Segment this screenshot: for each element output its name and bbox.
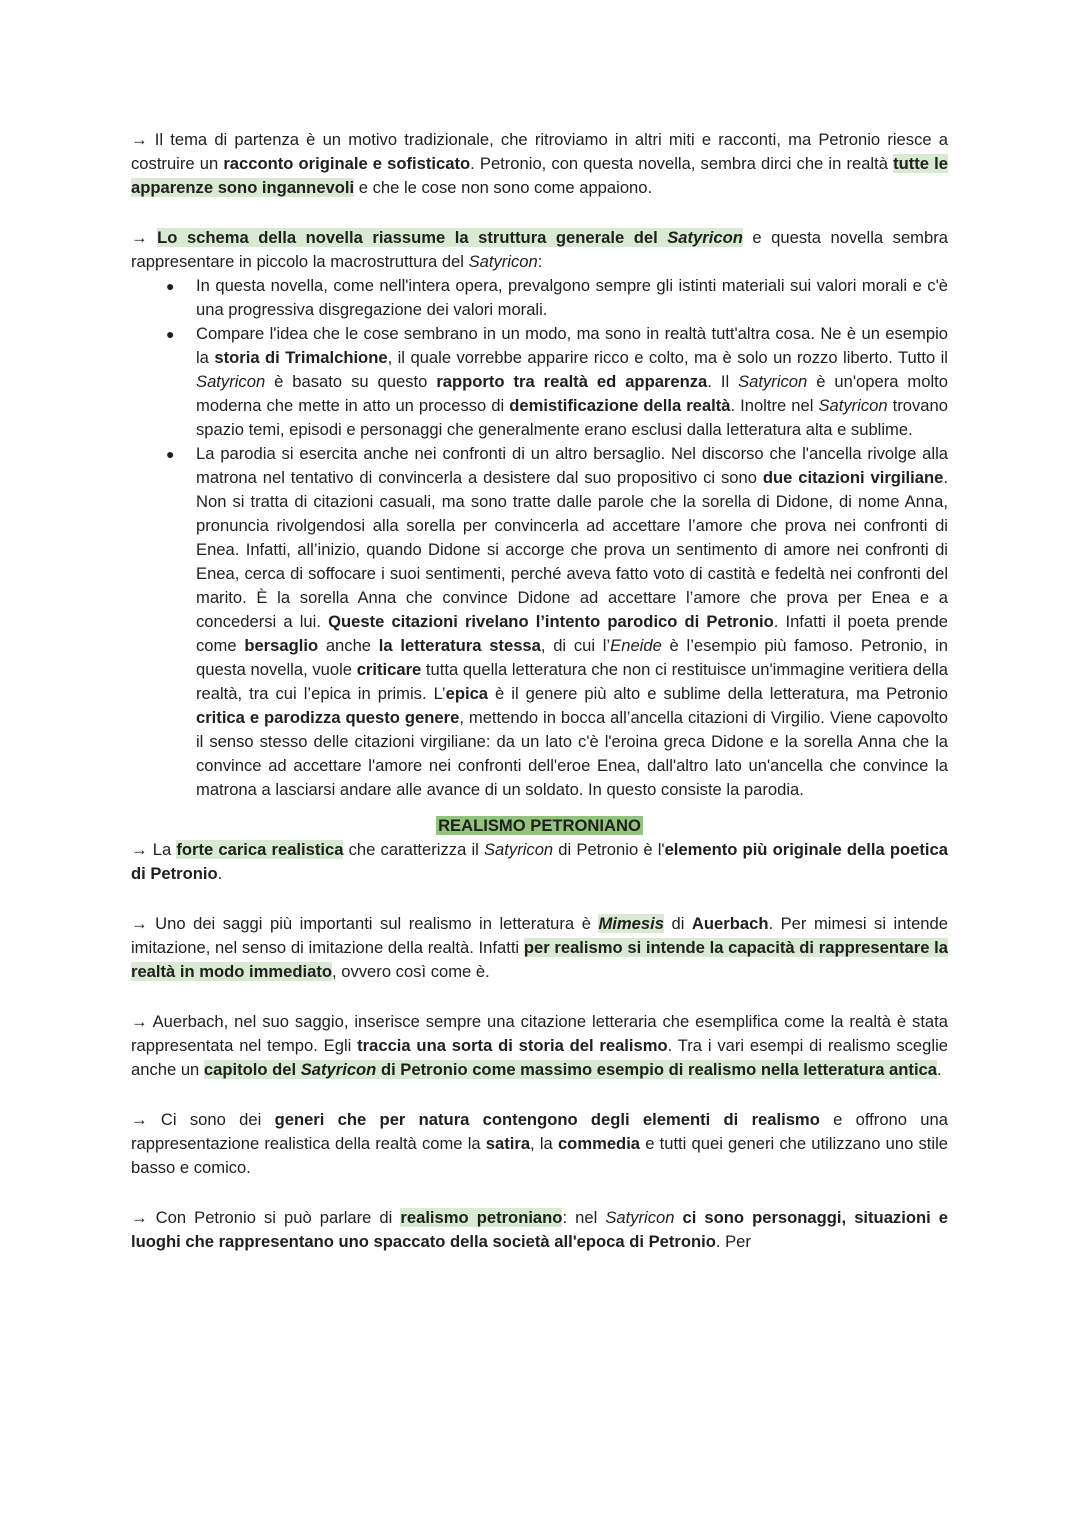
bold-text: demistificazione della realtà [509,396,731,415]
text-run: . [937,1060,942,1079]
bold-text: storia di Trimalchione [214,348,388,367]
highlighted-text-part: capitolo del [203,1060,301,1079]
text-run: Compare l'idea che le cose sembrano in un modo, ma sono in realtà tutt'altra cosa. Ne è un esempio la [196,324,948,367]
text-run: e offrono una rappresentazione realistica della realtà come la [131,1110,948,1153]
italic-title: Satyricon [667,228,743,247]
text-run: . Tra i vari esempi di realismo sceglie anche un [131,1036,948,1079]
italic-title: Satyricon [605,1208,675,1227]
highlighted-text [204,1060,937,1079]
bullet-list [131,274,948,802]
text-run: è un'opera molto moderna che mette in atto un processo di [196,372,948,415]
highlighted-text-part: Lo schema della novella riassume la struttura generale del [157,228,668,247]
text-run: e che le cose non sono come appaiono. [354,178,653,197]
text-run: In questa novella, come nell'intera opera, prevalgono sempre gli istinti materiali sui valori morali e c'è una progressiva disgregazione dei valori morali. [196,276,948,319]
text-run: . [217,864,223,883]
paragraph-realism-intro [131,838,948,886]
text-run: è basato su questo [265,372,437,391]
bold-text: la letteratura stessa [378,636,541,655]
text-run: . Inoltre nel [730,396,819,415]
italic-title: Satyricon [818,396,888,415]
bold-text: rapporto tra realtà ed apparenza [436,372,708,391]
paragraph-theme [131,128,948,200]
text-run: Uno dei saggi più importanti sul realismo in letteratura è [155,914,599,933]
highlighted-text: per realismo si intende la capacità di rappresentare la realtà in modo immediato [131,938,948,981]
paragraph-schema [131,226,948,274]
arrow-marker: → [131,914,156,933]
text-run: e questa novella sembra rappresentare in piccolo la macrostruttura del [131,228,948,271]
text-run: : [537,252,543,271]
highlighted-text: realismo petroniano [400,1208,563,1227]
arrow-marker: → [131,228,158,247]
section-heading-text: REALISMO PETRONIANO [438,816,641,835]
paragraph-petronian-realism [131,1206,948,1254]
text-run: , ovvero così come è. [332,962,490,981]
arrow-marker: → [131,840,153,859]
italic-title: Satyricon [468,252,538,271]
bold-text: criticare [356,660,422,679]
bold-text: due citazioni virgiliane [762,468,944,487]
italic-title: Satyricon [300,1060,377,1079]
paragraph-mimesis [131,912,948,984]
text-run: anche [318,636,379,655]
text-run: di [663,914,692,933]
text-run: è l’esempio più famoso. Petronio, in questa novella, vuole [196,636,948,679]
text-run: . Infatti il poeta prende come [196,612,948,655]
italic-title: Eneide [610,636,662,655]
highlighted-text-part: di Petronio come massimo esempio di realismo nella letteratura antica [376,1060,938,1079]
section-heading [131,814,948,838]
text-run: Con Petronio si può parlare di [155,1208,401,1227]
text-run: di Petronio è l' [553,840,665,859]
arrow-marker: → [131,1110,161,1129]
text-run: Ci sono dei [160,1110,275,1129]
highlighted-title: Mimesis [598,914,664,933]
bold-text: commedia [557,1134,641,1153]
bold-text: ci sono personaggi, situazioni e luoghi che rappresentano uno spaccato della società all'epoca di Petronio [131,1208,948,1251]
text-run: , la [530,1134,558,1153]
arrow-marker: → [131,1208,156,1227]
text-run: tutta quella letteratura che non ci restituisce un'immagine veritiera della realtà, tra cui l’epica in primis. L’ [196,660,948,703]
text-run: : nel [562,1208,606,1227]
bullet-icon: ● [166,278,175,294]
bold-text: satira [485,1134,531,1153]
highlighted-text: forte carica realistica [176,840,344,859]
text-run: . Petronio, con questa novella, sembra dirci che in realtà [470,154,894,173]
bold-text: racconto originale e sofisticato [223,154,471,173]
document-page [131,128,948,1254]
bullet-icon: ● [166,446,175,462]
bullet-item [166,322,948,442]
bullet-icon: ● [166,326,175,342]
text-run: Auerbach, nel suo saggio, inserisce sempre una citazione letteraria che esemplifica come la realtà è stata rappresentata nel tempo. Egli [131,1012,948,1055]
text-run: . Non si tratta di citazioni casuali, ma sono tratte dalle parole che la sorella di Didone, di nome Anna, pronuncia rivolgendosi alla sorella per convincerla ad accettare l’amore che prova nei confronti di Enea. Infatti, all’inizio, quando Didone si accorge che prova un sentimento di amore nei confronti di Enea, cerca di soffocare i suoi sentimenti, perché aveva fatto voto di castità e fedeltà nei confronti del marito. È la sorella Anna che convince Didone ad accettare l’amore che prova per Enea e a concedersi a lui. [196,468,948,631]
text-run: . Per mimesi si intende imitazione, nel senso di imitazione della realtà. Infatti [131,914,948,957]
bold-text: elemento più originale della poetica di Petronio [131,840,948,883]
arrow-marker: → [131,1012,153,1031]
text-run: che caratterizza il [343,840,484,859]
paragraph-auerbach [131,1010,948,1082]
text-run: , di cui l’ [540,636,611,655]
paragraph-genres [131,1108,948,1180]
highlighted-text [157,228,743,247]
bold-text: generi che per natura contengono degli elementi di realismo [274,1110,820,1129]
arrow-marker: → [131,130,155,149]
italic-title: Satyricon [196,372,266,391]
text-run: trovano spazio temi, episodi e personaggi che generalmente erano esclusi dalla letteratura alta e sublime. [196,396,948,439]
bullet-item [166,442,948,802]
text-run: , il quale vorrebbe apparire ricco e colto, ma è solo un rozzo liberto. Tutto il [387,348,948,367]
bold-text: Auerbach [691,914,769,933]
bold-text: critica e parodizza questo genere [196,708,460,727]
text-run: è il genere più alto e sublime della letteratura, ma Petronio [488,684,948,703]
bold-text: Queste citazioni rivelano l’intento parodico di Petronio [328,612,774,631]
highlighted-text: tutte le apparenze sono ingannevoli [131,154,948,197]
text-run: La parodia si esercita anche nei confronti di un altro bersaglio. Nel discorso che l'ancella rivolge alla matrona nel tentativo di convincerla a desistere dal suo propositivo ci sono [196,444,948,487]
text-run: La [152,840,177,859]
bold-text: traccia una sorta di storia del realismo [357,1036,668,1055]
italic-title: Satyricon [738,372,808,391]
text-run: . Il [707,372,739,391]
text-run: , mettendo in bocca all’ancella citazioni di Virgilio. Viene capovolto il senso stesso delle citazioni virgiliane: da un lato c'è l'eroina greca Didone e la sorella Anna che la convince ad accettare l'amore nei confronti dell'eroe Enea, dall'altro lato un'ancella che convince la matrona a lasciarsi andare alle avance di un soldato. In questo consiste la parodia. [196,708,948,799]
text-run: Il tema di partenza è un motivo tradizionale, che ritroviamo in altri miti e racconti, ma Petronio riesce a costruire un [131,130,948,173]
text-run: e tutti quei generi che utilizzano uno stile basso e comico. [131,1134,948,1177]
bold-text: epica [445,684,489,703]
text-run: . Per [715,1232,751,1251]
bold-text: bersaglio [244,636,319,655]
italic-title: Satyricon [483,840,554,859]
bullet-item [166,274,948,322]
